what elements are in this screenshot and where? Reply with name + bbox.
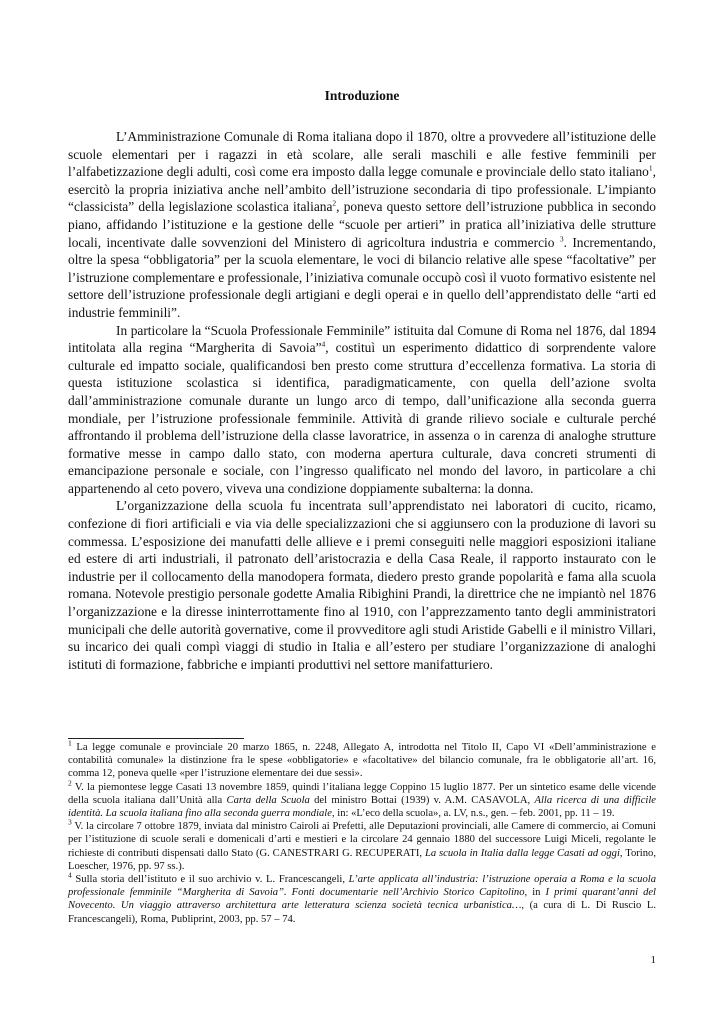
text-run: , Torino, Loescher, 1976, pp. 97 ss.). <box>68 847 656 872</box>
page-number: 1 <box>650 954 656 966</box>
text-run: , costituì un esperimento didattico di sorprendente valore culturale ed impatto sociale, qualificandosi ben presto come struttura d’eccellenza formativa. La storia di questa istituzione scolastica si identifica, paradigmaticamente, con quella dell’azione svolta dall’amministrazione comunale durante un lungo arco di tempo, dall’unificazione alla seconda guerra mondiale, per l’istruzione professionale femminile. Attività di grande rilievo sociale e culturale perché affrontando il problema dell’istruzione della classe lavoratrice, in assenza o in carenza di analoghe strutture formative messe in campo dallo stato, con moderna apertura culturale, dava concreti strumenti di emancipazione personale e sociale, con l’ingresso qualificato nel mondo del lavoro, in particolare a chi appartenendo al ceto povero, viveva una condizione doppiamente subalterna: la donna. <box>68 340 656 496</box>
text-run: V. la circolare 7 ottobre 1879, inviata dal ministro Cairoli ai Prefetti, alle Deputazioni provinciali, alle Camere di commercio, ai Comuni per l’istituzione di scuole serali e domenicali d’arti e mestieri e la circolare 24 gennaio 1880 del successore Luigi Miceli, regolante le richieste di contributi dispensati dallo Stato (G. CANESTRARI G. RECUPERATI, <box>68 821 656 859</box>
document-page <box>68 0 656 1024</box>
italic-text: La scuola in Italia dalla legge Casati ad oggi <box>424 847 620 859</box>
footnote <box>68 817 656 873</box>
text-run: L’Amministrazione Comunale di Roma italiana dopo il 1870, oltre a provvedere all’istituzione delle scuole elementari per i ragazzi in età scolare, alle serali maschili e alle festive femminili per l’alfabetizzazione degli adulti, così come era imposto dalla legge comunale e provinciale dello stato italiano <box>68 129 656 180</box>
footnote-reference: 2 <box>68 778 72 788</box>
footnote <box>68 870 657 926</box>
footnote-reference: 4 <box>68 870 72 880</box>
text-run: , esercitò la propria iniziativa anche nell’ambito dell’istruzione secondaria di tipo professionale. L’impianto “classicista” della legislazione scolastica italiana <box>68 164 656 215</box>
text-run: In particolare la “Scuola Professionale Femminile” istituita dal Comune di Roma nel 1876, dal 1894 intitolata alla regina “Margherita di Savoia” <box>68 322 656 356</box>
footnote-reference: 3 <box>68 817 72 827</box>
footnote-reference: 3 <box>559 234 564 244</box>
text-run: L’organizzazione della scuola fu incentrata sull’apprendistato nei laboratori di cucito, ricamo, confezione di fiori artificiali e via via delle specializzazioni che si aggiunsero con la produzione di lavori su commessa. L’esposizione dei manufatti delle allieve e i premi conseguiti nelle maggiori esposizioni italiane ed estere di arti industriali, il patronato dell’aristocrazia e della Casa Reale, il rapporto instaurato con le industrie per il collocamento della manodopera formata, diedero presto grande popolarità e fama alla scuola romana. Notevole prestigio personale godette Amalia Ribighini Prandi, la direttrice che ne impiantò nel 1876 l’organizzazione e la diresse ininterrottamente fino al 1910, con l’apprezzamento tanto degli amministratori municipali che delle autorità governative, come il provveditore agli studi Aristide Gabelli e il ministro Villari, su incarico dei quali compì viaggi di studio in Italia e all’estero per studiare l’organizzazione di analoghi istituti di formazione, fabbriche e impianti produttivi nel settore manifatturiero. <box>68 498 656 672</box>
italic-text: Alla ricerca di una difficile identità. La scuola italiana fino alla seconda guerra mondiale <box>68 794 656 820</box>
page-title: Introduzione <box>324 88 400 103</box>
italic-text: Carta della Scuola <box>226 794 310 806</box>
body-paragraph <box>68 322 656 498</box>
italic-text: I primi quarant’anni del Novecento. Un viaggio attraverso architettura arte letteratura scienza società tecnica urbanistica… <box>68 887 657 912</box>
footnotes <box>68 738 657 926</box>
footnote-separator <box>68 738 244 739</box>
footnote <box>68 738 656 781</box>
footnote-reference: 1 <box>68 738 72 748</box>
body-text <box>68 128 656 673</box>
body-paragraph <box>68 497 656 673</box>
text-run: . Incrementando, oltre la spesa “obbligatoria” per la scuola elementare, le voci di bilancio relative alle spese “facoltative” per l’istruzione complementare e professionale, l’iniziativa comunale occupò così il vuoto formativo esistente nel settore dell’istruzione professionale degli artigiani e degli operai e in quello dell’apprendistato delle “arti ed industrie femminili”. <box>68 234 656 320</box>
footnote <box>68 778 656 821</box>
body-paragraph <box>68 128 656 322</box>
text-run: , in <box>524 887 546 899</box>
text-run: del ministro Bottai (1939) v. A.M. CASAVOLA, <box>309 794 535 806</box>
footnote-reference: 1 <box>648 163 653 173</box>
footnote-reference: 2 <box>332 198 337 208</box>
text-run: La legge comunale e provinciale 20 marzo 1865, n. 2248, Allegato A, introdotta nel Titolo II, Capo VI «Dell’amministrazione e contabilità comunale» la distinzione fra le spese «obbligatorie» e «facoltative» del bilancio comunale, fra le obbligatorie all’art. 16, comma 12, poneva quelle «per l’istruzione elementare dei due sessi». <box>68 742 656 780</box>
text-run: , (a cura di L. Di Ruscio L. Francescangeli), Roma, Publiprint, 2003, pp. 57 – 74. <box>68 900 656 925</box>
italic-text: L’arte applicata all’industria: l’istruzione operaia a Roma e la scuola professionale femminile “Margherita di Savoia”. Fonti documentarie nell’Archivio Storico Capitolino <box>68 874 656 899</box>
text-run: Sulla storia dell’istituto e il suo archivio v. L. Francescangeli, <box>71 874 349 886</box>
text-run: , poneva questo settore dell’istruzione pubblica in secondo piano, affidando l’istituzione e la gestione delle “scuole per artieri” in pratica all’iniziativa delle strutture locali, incentivate dalle sovvenzioni del Ministero di agricoltura industria e commercio <box>68 199 656 250</box>
text-run: V. la piemontese legge Casati 13 novembre 1859, quindi l’italiana legge Coppino 15 luglio 1877. Per un sintetico esame delle vicende della scuola italiana dall’Unità alla <box>68 781 656 806</box>
footnote-reference: 4 <box>321 339 326 349</box>
text-run: , in: «L’eco della scuola», a. LV, n.s., gen. – feb. 2001, pp. 11 – 19. <box>331 808 615 820</box>
